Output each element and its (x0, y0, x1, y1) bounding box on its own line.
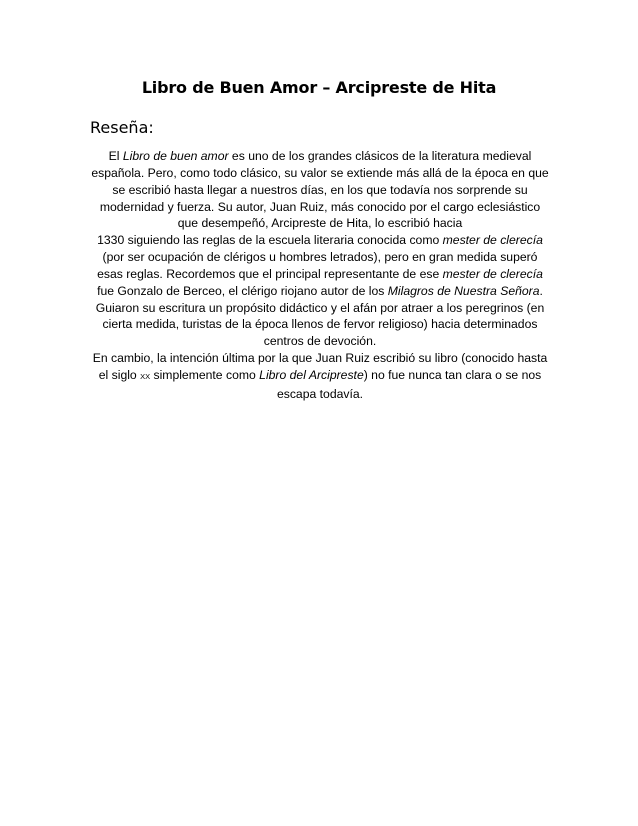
paragraph-1 (88, 148, 552, 350)
text-run: En cambio, la intención última por la que Juan Ruiz escribió su libro (conocido hasta el siglo (92, 351, 548, 382)
paragraph-2 (88, 350, 552, 403)
term-italic: mester de clerecía (442, 266, 543, 281)
text-run: El (108, 149, 123, 163)
work-title-italic: Milagros de Nuestra Señora (387, 283, 540, 298)
text-run: (por ser ocupación de clérigos u hombres letrados), pero en gran medida superó esas reglas. Recordemos que el principal representante de ese (97, 250, 538, 281)
review-text (88, 148, 552, 403)
text-run: es uno de los grandes clásicos de la literatura medieval española. Pero, como todo clásico, su valor se extiende más allá de la época en que se escribió hasta llegar a nuestros días, en los que todavía nos sorprende su modernidad y fuerza. Su autor, Juan Ruiz, más conocido por el cargo eclesiástico que desempeñó, Arcipreste de Hita, lo escribió hacia (91, 149, 549, 231)
text-run: ) no fue nunca tan clara o se nos escapa todavía. (276, 367, 542, 401)
term-italic: mester de clerecía (442, 233, 543, 248)
text-run: simplemente como (150, 367, 260, 382)
book-title-italic: Libro del Arcipreste (259, 367, 364, 382)
text-run: 1330 siguiendo las reglas de la escuela literaria conocida como (97, 233, 443, 248)
text-run: . Guiaron su escritura un propósito didáctico y el afán por atraer a los peregrinos (en cierta medida, turistas de la época llenos de fervor religioso) hacia determinados centros de devoción. (95, 283, 545, 349)
document-title: Libro de Buen Amor – Arcipreste de Hita (141, 78, 497, 97)
text-run: fue Gonzalo de Berceo, el clérigo riojano autor de los (97, 283, 388, 298)
century-numeral: XX (140, 371, 151, 381)
section-label: Reseña: (90, 118, 154, 137)
book-title-italic: Libro de buen amor (122, 149, 229, 163)
